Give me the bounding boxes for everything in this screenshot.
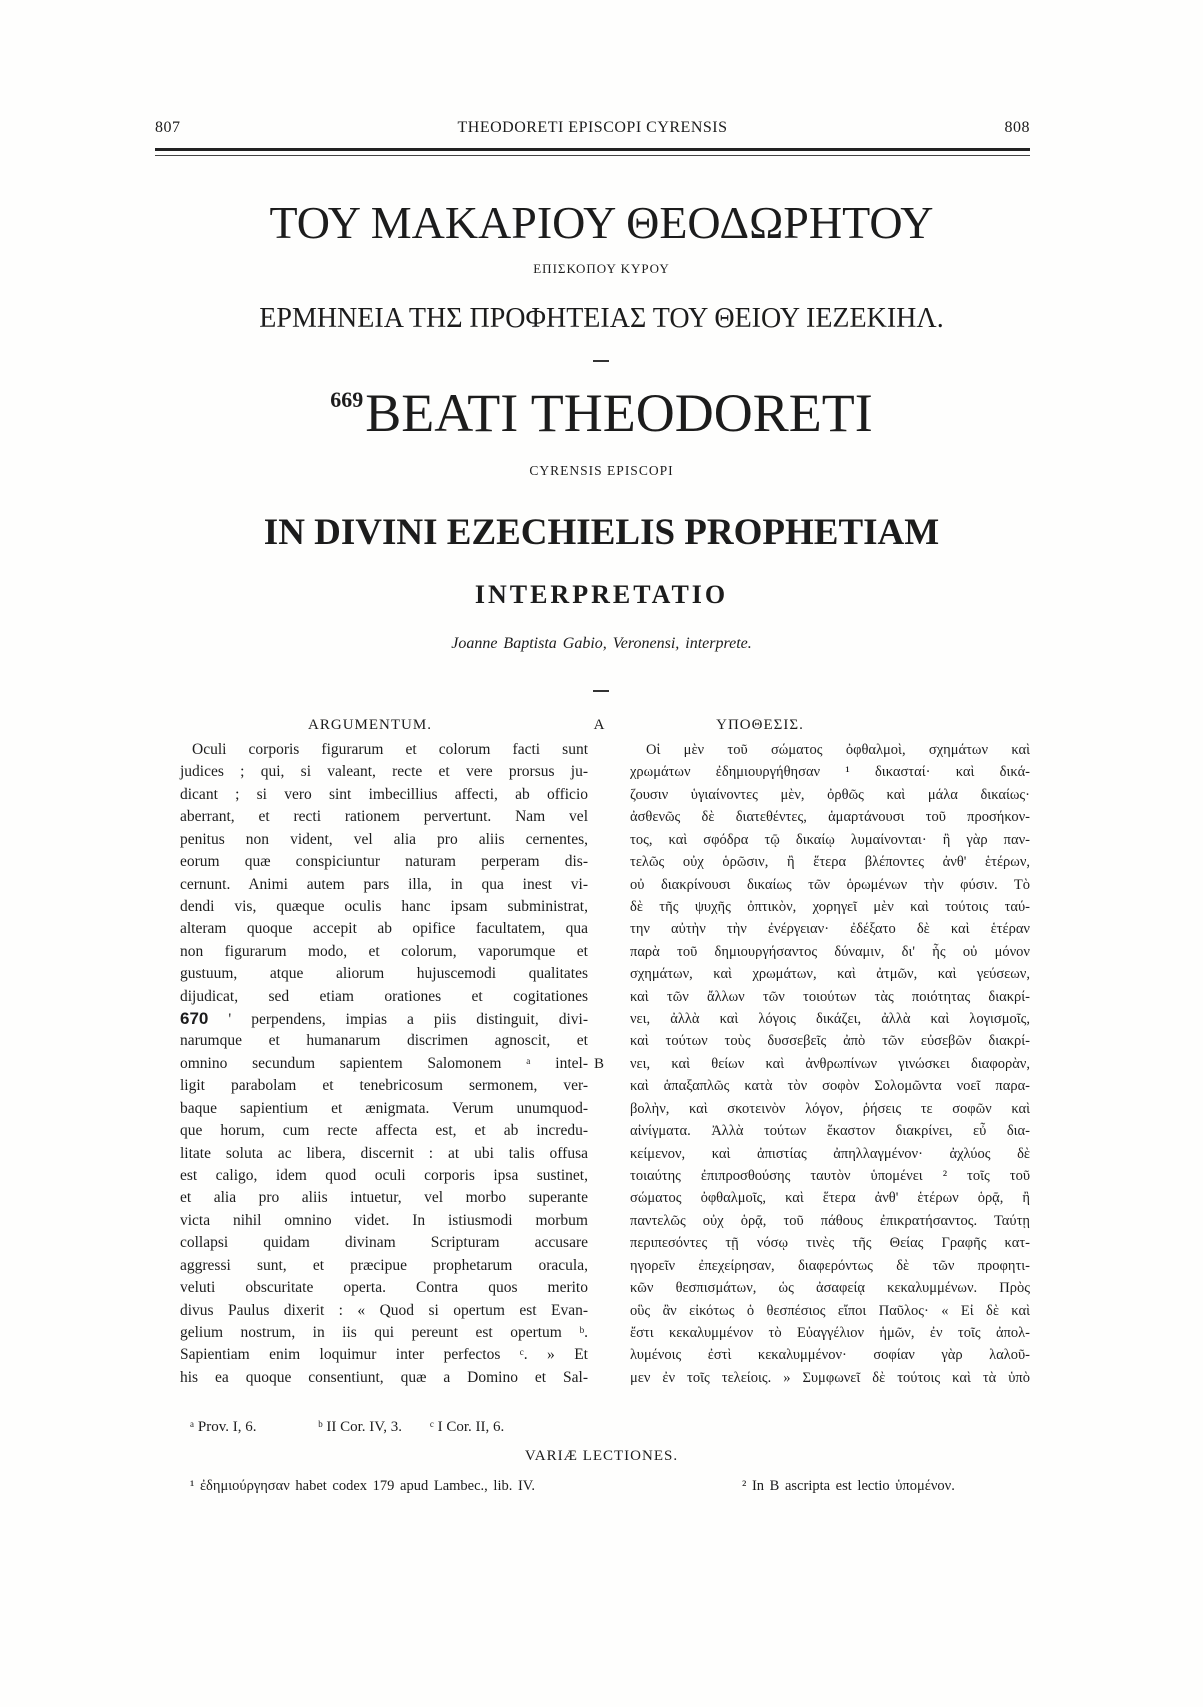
latin-line	[180, 1322, 588, 1344]
greek-line-content	[630, 1347, 1030, 1363]
greek-line	[630, 784, 1030, 806]
latin-line-content	[180, 831, 588, 848]
latin-line-text: aggressi sunt, et præcipue prophetarum oracula,	[180, 1256, 588, 1274]
greek-line	[630, 1120, 1030, 1142]
latin-work-title-2: INTERPRETATIO	[474, 580, 729, 609]
latin-subtitle: CYRENSIS EPISCOPI	[529, 463, 674, 478]
separator-rule	[593, 690, 609, 692]
latin-line	[180, 1098, 588, 1120]
latin-line-content	[180, 1077, 588, 1094]
latin-line	[180, 1277, 588, 1299]
latin-line-content	[180, 965, 588, 982]
greek-line-text: ἀσθενῶς δὲ διατεθέντες, ἁμαρτάνουσι τοῦ προσήκον-	[630, 809, 1030, 826]
latin-line-text: litate soluta ac libera, discernit : at ubi talis offusa	[180, 1144, 588, 1162]
latin-line-content	[180, 808, 588, 825]
greek-line	[630, 1232, 1030, 1254]
greek-line-text: κείμενον, καὶ ἀπιστίας ἀπηλλαγμένον· ἀχλύος δὲ	[630, 1145, 1030, 1162]
greek-line-content	[630, 1190, 1030, 1206]
greek-line-text: καὶ ἁπαξαπλῶς κατὰ τὸν σοφὸν Σολομῶντα νοεῖ παρα-	[630, 1078, 1030, 1095]
greek-line-text: τος, καὶ σφόδρα τῷ δικαίῳ λυμαίνονται· ἢ γὰρ παν-	[630, 831, 1030, 848]
greek-line-content	[630, 921, 1030, 937]
greek-line-content	[630, 1146, 1030, 1162]
latin-line-content	[180, 943, 588, 960]
greek-line	[630, 1344, 1030, 1366]
greek-line-text: παρὰ τοῦ δημιουργήσαντος δύναμιν, δι' ἧς οὐ μόνον	[630, 943, 1030, 960]
latin-line	[180, 874, 588, 896]
greek-line	[630, 761, 1030, 783]
latin-line-text: ligit parabolam et tenebricosum sermonem, ver-	[180, 1077, 588, 1095]
latin-line	[180, 1053, 588, 1075]
greek-line-text: περιπεσόντες τῇ νόσῳ τινὲς τῆς Θείας Γραφῆς κατ-	[630, 1235, 1030, 1252]
greek-line-text: σχημάτων, καὶ χρωμάτων, καὶ ἀτμῶν, καὶ γεύσεων,	[630, 966, 1030, 983]
latin-line	[180, 851, 588, 873]
greek-line-text: ζουσιν ὑγιαίνοντες μὲν, ὀρθῶς καὶ μάλα δικαίως·	[630, 786, 1030, 803]
greek-column	[630, 739, 1030, 1389]
latin-line-content	[180, 1011, 588, 1028]
footnote-a: ᵃ Prov. I, 6.	[190, 1419, 257, 1435]
latin-line	[180, 1187, 588, 1209]
greek-line-content	[630, 1280, 1030, 1296]
greek-line-text: νει, ἀλλὰ καὶ λόγοις δικάζει, ἀλλὰ καὶ λογισμοῖς,	[630, 1011, 1030, 1028]
greek-line-content	[630, 1101, 1030, 1117]
greek-line-content	[630, 1213, 1030, 1229]
latin-line-content	[180, 1212, 588, 1229]
latin-line-text: dendi vis, quæque oculis hanc ipsam subministrat,	[180, 897, 588, 915]
greek-line-text: βολὴν, καὶ σκοτεινὸν λόγον, ῥήσεις τε σοφῶν καὶ	[630, 1100, 1030, 1117]
latin-line-content	[192, 741, 588, 758]
translator-credit: Joanne Baptista Gabio, Veronensi, interprete.	[451, 635, 752, 652]
latin-line	[180, 1165, 588, 1187]
greek-line	[630, 1165, 1030, 1187]
column-heading-latin: ARGUMENTUM.	[308, 717, 432, 733]
variant-reading-1: ¹ ἐδημιούργησαν habet codex 179 apud Lambec., lib. IV.	[190, 1478, 536, 1494]
greek-line-text: αἰνίγματα. Ἀλλὰ τούτων ἕκαστον διακρίνει, εὖ δια-	[630, 1123, 1030, 1140]
greek-line-content	[630, 809, 1030, 825]
latin-line-content	[180, 988, 588, 1005]
latin-line-text: omnino secundum sapientem Salomonem ᵃ intel-	[180, 1054, 588, 1072]
greek-line-content	[630, 1033, 1030, 1049]
latin-line	[180, 761, 588, 783]
greek-line-content	[630, 989, 1030, 1005]
greek-line	[630, 1098, 1030, 1120]
column-number-670: 670	[180, 1009, 209, 1029]
page-number-right: 808	[1004, 119, 1030, 136]
latin-line-content	[180, 1100, 588, 1117]
greek-title: ΤΟΥ ΜΑΚΑΡΙΟΥ ΘΕΟΔΩΡΗΤΟΥ	[269, 197, 934, 248]
greek-line-text: την αὐτὴν τὴν ἐνέργειαν· ἐδέξατο δὲ καὶ ἑτέραν	[630, 921, 1030, 938]
greek-line-content	[630, 1168, 1030, 1184]
column-heading-greek: ΥΠΟΘΕΣΙΣ.	[716, 717, 804, 733]
greek-line	[630, 1053, 1030, 1075]
latin-line-content	[180, 1032, 588, 1049]
latin-line-content	[180, 786, 588, 803]
greek-line	[630, 986, 1030, 1008]
greek-line	[630, 941, 1030, 963]
greek-line	[630, 1008, 1030, 1030]
greek-line-text: μεν ἐν τοῖς τελείοις. » Συμφωνεῖ δὲ τούτοις καὶ τὰ ὑπὸ	[630, 1369, 1030, 1386]
greek-line	[630, 1075, 1030, 1097]
latin-line	[180, 918, 588, 940]
footnote-b: ᵇ II Cor. IV, 3.	[318, 1419, 402, 1435]
header-rule-thin	[155, 155, 1030, 156]
latin-line	[180, 1367, 588, 1389]
latin-line	[180, 1232, 588, 1254]
greek-line	[630, 918, 1030, 940]
latin-line	[180, 1344, 588, 1366]
greek-line-content	[630, 966, 1030, 982]
latin-line	[180, 1075, 588, 1097]
latin-line	[180, 784, 588, 806]
latin-line-text: Sapientiam enim loquimur inter perfectos ᶜ. » Et	[180, 1346, 588, 1364]
running-head	[155, 120, 1030, 136]
margin-letter-b: B	[593, 1056, 604, 1072]
latin-line-text: veluti obscuritate operta. Contra quos merito	[180, 1279, 588, 1297]
latin-column	[180, 739, 588, 1389]
latin-line-text: judices ; qui, si valeant, recte et vere prorsus ju-	[180, 763, 588, 781]
greek-line-content	[630, 1235, 1030, 1251]
greek-line-text: παντελῶς οὐχ ὁρᾷ, τοῦ πάθους ἐπικρατήσαντος. Ταύτῃ	[630, 1212, 1030, 1229]
latin-line-content	[180, 1324, 588, 1341]
greek-line-content	[630, 1123, 1030, 1139]
greek-line-text: καὶ τῶν ἄλλων τῶν τοιούτων τὰς ποιότητας διακρί-	[630, 988, 1030, 1005]
latin-line-text: narumque et humanarum discrimen agnoscit, et	[180, 1032, 588, 1050]
latin-line	[180, 806, 588, 828]
latin-line-text: collapsi quidam divinam Scripturam accusare	[180, 1234, 588, 1252]
latin-line-text: baque sapientium et ænigmata. Verum unumquod-	[180, 1099, 588, 1117]
latin-line-text: penitus non vident, vel alia pro aliis cernentes,	[180, 830, 588, 848]
latin-line-text: dijudicat, sed etiam orationes et cogitationes	[180, 987, 588, 1005]
column-number: 669	[330, 387, 364, 412]
latin-line-content	[180, 1167, 588, 1184]
greek-line	[630, 1300, 1030, 1322]
greek-line-text: οὐ διακρίνουσι δικαίως τῶν ὁρωμένων τὴν φύσιν. Τὸ	[630, 876, 1030, 893]
variants-heading: VARIÆ LECTIONES.	[524, 1448, 679, 1464]
greek-line-text: τοιαύτης ἐπιπροσθούσης ταυτὸν ὑπομένει ² τοῖς τοῦ	[630, 1168, 1030, 1185]
greek-line	[630, 874, 1030, 896]
latin-line-text: alteram quoque accepit ab opifice facultatem, qua	[180, 920, 588, 938]
latin-line-text: que horum, cum recte affecta est, et ab incredu-	[180, 1122, 588, 1140]
greek-line-content	[630, 787, 1030, 803]
greek-line-text: ἔστι κεκαλυμμένον τὸ Εὐαγγέλιον ἡμῶν, ἐν τοῖς ἀπολ-	[630, 1324, 1030, 1341]
latin-line	[180, 1143, 588, 1165]
greek-line-content	[630, 764, 1030, 780]
latin-line	[180, 896, 588, 918]
footnote-c: ᶜ I Cor. II, 6.	[430, 1419, 505, 1435]
latin-line	[180, 941, 588, 963]
greek-line-text: νει, καὶ θείων καὶ ἀνθρωπίνων γινώσκει διαφορὰν,	[630, 1055, 1030, 1072]
latin-work-title: IN DIVINI EZECHIELIS PROPHETIAM	[263, 512, 940, 553]
latin-line	[180, 1300, 588, 1322]
greek-line	[630, 1367, 1030, 1389]
latin-line-text: cernunt. Animi autem pars illa, in qua inest vi-	[180, 875, 588, 893]
greek-line-content	[630, 1303, 1030, 1319]
latin-line-text: gustuum, atque aliorum hujuscemodi qualitates	[180, 965, 588, 983]
latin-line-text: victa nihil omnino videt. In istiusmodi morbum	[180, 1211, 588, 1229]
latin-line-content	[180, 1346, 588, 1363]
greek-line	[630, 1187, 1030, 1209]
greek-line	[630, 1143, 1030, 1165]
latin-line-content	[180, 1279, 588, 1296]
latin-line-content	[180, 1369, 588, 1386]
latin-line	[180, 986, 588, 1008]
greek-line	[630, 963, 1030, 985]
latin-line-text: Oculi corporis figurarum et colorum facti sunt	[192, 741, 588, 758]
latin-line-text: divus Paulus dixerit : « Quod si opertum est Evan-	[180, 1301, 588, 1319]
latin-line-content	[180, 1234, 588, 1251]
greek-subtitle: ΕΠΙΣΚΟΠΟΥ ΚΥΡΟΥ	[533, 261, 670, 276]
greek-line-text: καὶ τούτων τοὺς δυσσεβεῖς ἀπὸ τῶν εὐσεβῶν διακρί-	[630, 1033, 1030, 1050]
greek-line	[630, 1030, 1030, 1052]
latin-line	[180, 963, 588, 985]
page-number-left: 807	[155, 119, 181, 136]
latin-line	[180, 739, 588, 761]
greek-line-text: σώματος ὀφθαλμοῖς, καὶ ἕτερα ἀνθ' ἑτέρων ὁρᾷ, ἢ	[630, 1190, 1030, 1207]
greek-work-title: ΕΡΜΗΝΕΙΑ ΤΗΣ ΠΡΟΦΗΤΕΙΑΣ ΤΟΥ ΘΕΙΟΥ ΙΕΖΕΚΙΗΛ.	[259, 303, 944, 334]
latin-line	[180, 1008, 588, 1030]
latin-line-text: his ea quoque consentiunt, quæ a Domino et Sal-	[180, 1368, 588, 1386]
greek-line-content	[630, 1011, 1030, 1027]
greek-line-text: οὓς ἂν εἰκότως ὁ θεσπέσιος εἴποι Παῦλος· « Εἰ δὲ καὶ	[630, 1302, 1030, 1319]
latin-title-line	[0, 383, 1203, 443]
greek-line	[630, 1255, 1030, 1277]
greek-line-text: δὲ τῆς ψυχῆς ὀπτικὸν, χορηγεῖ μὲν καὶ τούτοις ταύ-	[630, 898, 1030, 915]
greek-line-content	[630, 1056, 1030, 1072]
latin-line-content	[180, 1189, 588, 1206]
variant-reading-2: ² In B ascripta est lectio ὑπομένον.	[742, 1478, 955, 1494]
latin-line-text: gelium nostrum, in iis qui pereunt est opertum ᵇ.	[180, 1323, 588, 1341]
greek-line	[630, 806, 1030, 828]
margin-letter-a: A	[593, 717, 605, 733]
greek-line-text: τελῶς οὐχ ὁρῶσιν, ἢ ἕτερα βλέποντες ἀνθ' ἑτέρων,	[630, 854, 1030, 871]
latin-title: BEATI THEODORETI	[365, 383, 873, 443]
greek-line-content	[630, 1258, 1030, 1274]
latin-line	[180, 1120, 588, 1142]
greek-line-content	[630, 1370, 1030, 1386]
latin-line-text: eorum quæ conspiciuntur naturam perperam dis-	[180, 853, 588, 871]
greek-line-content	[630, 877, 1030, 893]
latin-line-text: est caligo, idem quod oculi corporis ipsa sustinet,	[180, 1167, 588, 1185]
latin-line	[180, 1030, 588, 1052]
running-title: THEODORETI EPISCOPI CYRENSIS	[457, 119, 728, 136]
latin-line-content	[180, 876, 588, 893]
greek-line-content	[630, 854, 1030, 870]
latin-line-content	[180, 898, 588, 915]
greek-line-content	[630, 1325, 1030, 1341]
latin-line-text: aberrant, et recti rationem pervertunt. Nam vel	[180, 808, 588, 826]
greek-line-text: ηγορεῖν ἐπεχείρησαν, διαφερόντως δὲ τῶν προφητι-	[630, 1257, 1030, 1274]
latin-line-content	[180, 1302, 588, 1319]
latin-line-text: ' perpendens, impias a piis distinguit, divi-	[228, 1011, 588, 1029]
greek-line	[630, 1210, 1030, 1232]
latin-line-content	[180, 1122, 588, 1139]
latin-line-text: non figurarum modo, et colorum, vaporumque et	[180, 942, 588, 960]
latin-line-content	[180, 1055, 588, 1072]
header-rule	[155, 148, 1030, 151]
latin-line	[180, 829, 588, 851]
greek-line-content	[630, 899, 1030, 915]
greek-line-content	[630, 832, 1030, 848]
greek-line	[630, 739, 1030, 761]
greek-line	[630, 896, 1030, 918]
latin-line-content	[180, 853, 588, 870]
greek-line-text: κῶν θεσπισμάτων, ὡς ἀσαφείᾳ κεκαλυμμένων. Πρὸς	[630, 1280, 1030, 1297]
greek-line-content	[646, 742, 1030, 758]
latin-line-content	[180, 920, 588, 937]
latin-line	[180, 1255, 588, 1277]
greek-line	[630, 1322, 1030, 1344]
latin-line-content	[180, 1257, 588, 1274]
latin-line-text: et alia pro aliis intuetur, vel morbo superante	[180, 1189, 588, 1207]
greek-line-text: Οἱ μὲν τοῦ σώματος ὀφθαλμοὶ, σχημάτων καὶ	[646, 742, 1030, 758]
latin-line-text: dicant ; si vero sint imbecillius affecti, ab officio	[180, 785, 588, 803]
greek-line	[630, 829, 1030, 851]
latin-line	[180, 1210, 588, 1232]
greek-line-content	[630, 944, 1030, 960]
separator-rule	[593, 360, 609, 362]
greek-line-text: χρωμάτων ἐδημιουργήθησαν ¹ δικασταί· καὶ δικά-	[630, 764, 1030, 781]
greek-line	[630, 851, 1030, 873]
greek-line	[630, 1277, 1030, 1299]
latin-line-content	[180, 763, 588, 780]
greek-line-text: λυμένοις ἐστὶ κεκαλυμμένον· σοφίαν γὰρ λαλοῦ-	[630, 1347, 1030, 1364]
latin-line-content	[180, 1145, 588, 1162]
greek-line-content	[630, 1078, 1030, 1094]
